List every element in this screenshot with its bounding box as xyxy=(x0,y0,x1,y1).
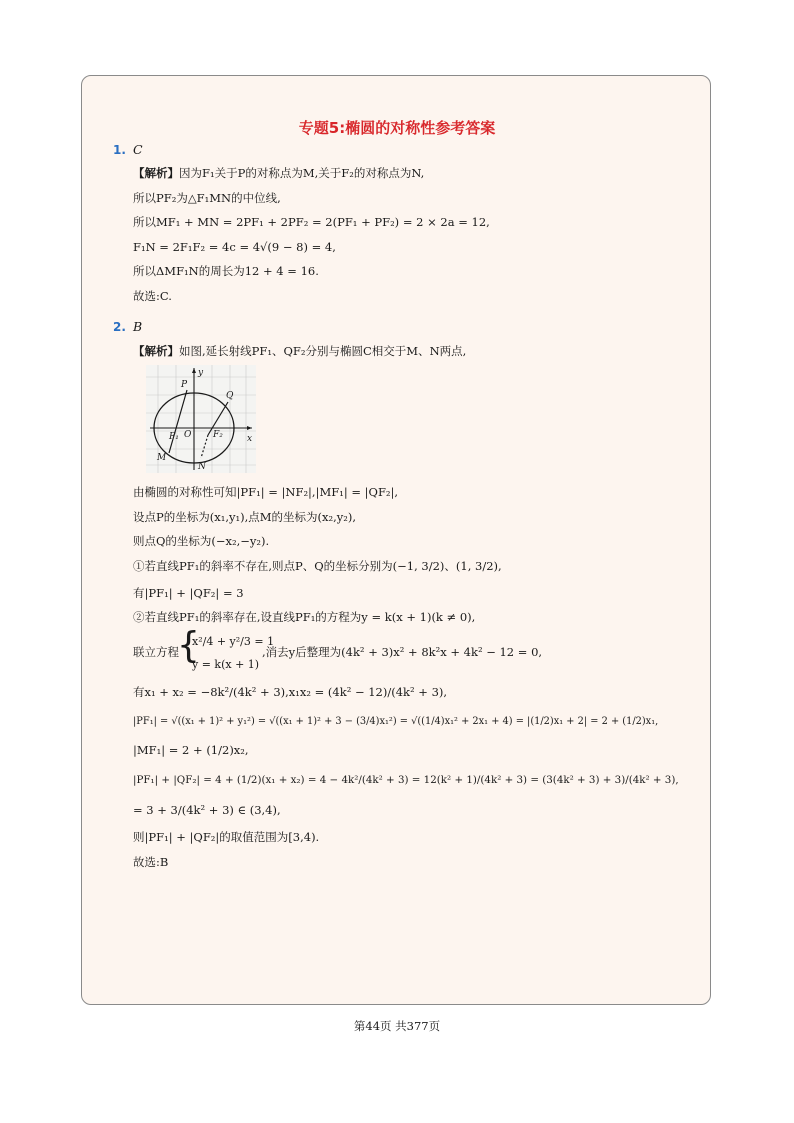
q2-line-8-label: 联立方程 xyxy=(133,645,179,659)
question-2-answer: B xyxy=(133,319,143,334)
fig-label-f2: F₂ xyxy=(213,430,223,440)
analysis-tag: 【解析】 xyxy=(133,166,179,180)
fig-label-m: M xyxy=(157,453,167,463)
ellipse-diagram xyxy=(146,365,256,473)
q1-line-5: 所以ΔMF₁N的周长为12 + 4 = 16. xyxy=(133,264,319,278)
fig-label-o: O xyxy=(184,430,192,440)
q2-line-2: 由椭圆的对称性可知|PF₁| = |NF₂|,|MF₁| = |QF₂|, xyxy=(133,485,399,499)
ellipse-figure xyxy=(146,365,256,473)
q1-line-3: 所以MF₁ + MN = 2PF₁ + 2PF₂ = 2(PF₁ + PF₂) = 2 × 2a = 12, xyxy=(133,215,490,229)
fig-label-y: y xyxy=(198,368,204,378)
question-1-answer: C xyxy=(133,142,143,157)
fig-label-f1: F₁ xyxy=(169,432,179,442)
q2-line-1: 【解析】如图,延长射线PF₁、QF₂分别与椭圆C相交于M、N两点, xyxy=(133,344,467,358)
analysis-tag: 【解析】 xyxy=(133,344,179,358)
q2-line-14: 则|PF₁| + |QF₂|的取值范围为[3,4). xyxy=(133,830,320,844)
question-1-number: 1. xyxy=(113,143,126,157)
q2-system-eq2: y = k(x + 1) xyxy=(192,658,260,671)
q2-line-9: 有x₁ + x₂ = −8k²/(4k² + 3),x₁x₂ = (4k² − 12)/(4k² + 3), xyxy=(133,685,448,699)
page-footer: 第44页 共377页 xyxy=(353,1019,441,1033)
fig-label-x: x xyxy=(247,434,253,444)
fig-label-n: N xyxy=(198,462,206,472)
q2-line-5: ①若直线PF₁的斜率不存在,则点P、Q的坐标分别为(−1, 3/2)、(1, 3/2), xyxy=(133,559,502,573)
q2-line-11: |MF₁| = 2 + (1/2)x₂, xyxy=(133,743,249,757)
q2-line-10: |PF₁| = √((x₁ + 1)² + y₁²) = √((x₁ + 1)² + 3 − (3/4)x₁²) = √((1/4)x₁² + 2x₁ + 4) = |(1/2)x₁ + 2| = 2 + (1/2)x₁, xyxy=(133,716,659,727)
question-2-number: 2. xyxy=(113,320,126,334)
fig-label-q: Q xyxy=(226,391,234,401)
q1-line-1: 【解析】因为F₁关于P的对称点为M,关于F₂的对称点为N, xyxy=(133,166,425,180)
system-brace: { xyxy=(177,625,200,666)
q2-line-12: |PF₁| + |QF₂| = 4 + (1/2)(x₁ + x₂) = 4 − 4k²/(4k² + 3) = 12(k² + 1)/(4k² + 3) = (3(4k² + 3) + 3)/(4k² + 3), xyxy=(133,774,679,786)
q2-line-4: 则点Q的坐标为(−x₂,−y₂). xyxy=(133,534,270,548)
fig-label-p: P xyxy=(181,380,188,390)
q2-line-13: = 3 + 3/(4k² + 3) ∈ (3,4), xyxy=(133,803,281,817)
q2-line-15: 故选:B xyxy=(133,855,169,869)
q1-line-2: 所以PF₂为△F₁MN的中位线, xyxy=(133,191,281,205)
q1-line-4: F₁N = 2F₁F₂ = 4c = 4√(9 − 8) = 4, xyxy=(133,240,336,254)
q2-line-3: 设点P的坐标为(x₁,y₁),点M的坐标为(x₂,y₂), xyxy=(133,510,356,524)
q2-line-6: 有|PF₁| + |QF₂| = 3 xyxy=(133,586,244,600)
q2-line-8-rest: ,消去y后整理为(4k² + 3)x² + 8k²x + 4k² − 12 = 0, xyxy=(262,645,543,659)
page-title: 专题5:椭圆的对称性参考答案 xyxy=(298,119,496,137)
q1-line-6: 故选:C. xyxy=(133,289,172,303)
q2-system-eq1: x²/4 + y²/3 = 1 xyxy=(192,635,275,648)
q2-line-7: ②若直线PF₁的斜率存在,设直线PF₁的方程为y = k(x + 1)(k ≠ 0), xyxy=(133,610,476,624)
line-f2n xyxy=(201,435,208,458)
